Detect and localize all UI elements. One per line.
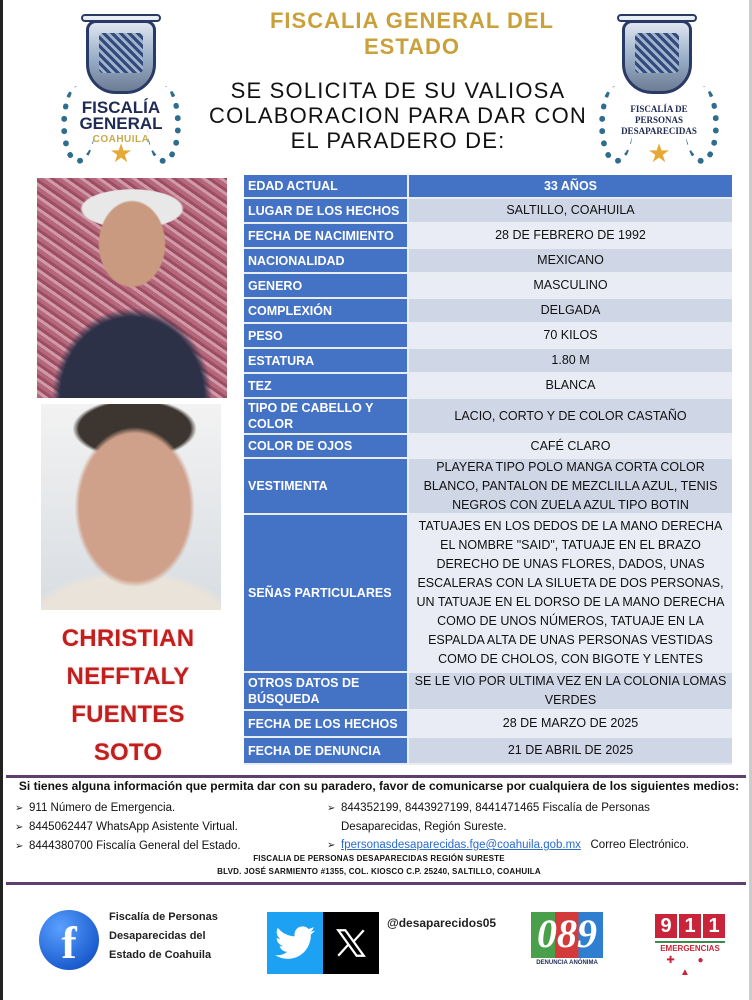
- name-line: SOTO: [93, 739, 163, 766]
- row-value: 28 DE FEBRERO DE 1992: [409, 224, 732, 247]
- contact-list-right: [327, 799, 747, 855]
- agency-title: FISCALIA GENERAL DEL ESTADO: [269, 8, 554, 59]
- footer-social: [3, 892, 752, 1000]
- star-icon: ★: [109, 138, 133, 168]
- row-value: LACIO, CORTO Y DE COLOR CASTAÑO: [409, 399, 732, 433]
- row-value: PLAYERA TIPO POLO MANGA CORTA COLOR BLANCO, PANTALON DE MEZCLILLA AZUL, TENIS NEGROS CON ZUELA AZUL TIPO BOTIN: [409, 459, 732, 513]
- table-row: [244, 738, 732, 765]
- table-row: [244, 673, 732, 711]
- emergency-symbols-icon: ✚ ● ▲: [666, 955, 714, 978]
- facebook-icon[interactable]: f: [39, 910, 99, 970]
- row-value: MASCULINO: [409, 274, 732, 297]
- name-line: FUENTES: [71, 701, 185, 728]
- row-label: NACIONALIDAD: [244, 249, 409, 272]
- emergencias-911-logo: 9 1 1 EMERGENCIAS ✚ ● ▲: [655, 914, 725, 970]
- fiscalia-general-logo: [51, 14, 191, 174]
- row-label: TIPO DE CABELLO Y COLOR: [244, 399, 409, 433]
- row-label: VESTIMENTA: [244, 459, 409, 513]
- contact-item: ➢ 8444380700 Fiscalía General del Estado.: [15, 837, 335, 856]
- laurel-wreath-icon: [59, 86, 183, 166]
- table-row: [244, 459, 732, 515]
- contact-section: [3, 779, 752, 876]
- row-label: OTROS DATOS DE BÚSQUEDA: [244, 673, 409, 709]
- arrow-bullet-icon: ➢: [327, 840, 336, 851]
- table-row: [244, 175, 732, 199]
- row-label: LUGAR DE LOS HECHOS: [244, 199, 409, 222]
- arrow-bullet-icon: ➢: [15, 803, 24, 814]
- denuncia-089-logo: 089 DENUNCIA ANÓNIMA: [531, 912, 603, 968]
- logo-right-line3: DESAPARECIDAS: [621, 126, 697, 136]
- row-value: MEXICANO: [409, 249, 732, 272]
- row-value: TATUAJES EN LOS DEDOS DE LA MANO DERECHA EL NOMBRE "SAID", TATUAJE EN EL BRAZO DERECHO DE UNAS FLORES, DADOS, UNAS ESCALERAS CON LA SILUETA DE DOS PERSONAS, UN TATUAJE EN EL DORSO DE LA MANO DERECHA COMO DE UNOS NÚMEROS, TATUAJE EN LA ESPALDA ALTA DE UNAS PERSONAS VESTIDAS COMO DE CHOLOS, CON BIGOTE Y LENTES: [409, 515, 732, 671]
- row-label: FECHA DE NACIMIENTO: [244, 224, 409, 247]
- row-value: 28 DE MARZO DE 2025: [409, 711, 732, 736]
- person-name: [23, 620, 233, 772]
- table-row: [244, 324, 732, 349]
- contact-item: ➢ 911 Número de Emergencia.: [15, 799, 335, 818]
- row-label: ESTATURA: [244, 349, 409, 372]
- section-divider: [6, 882, 746, 885]
- row-value: 70 KILOS: [409, 324, 732, 347]
- logo-right-line1: FISCALÍA DE: [630, 104, 688, 114]
- contact-item: ➢ 8445062447 WhatsApp Asistente Virtual.: [15, 818, 335, 837]
- name-line: CHRISTIAN: [61, 625, 195, 652]
- table-row: [244, 199, 732, 224]
- row-value: CAFÉ CLARO: [409, 435, 732, 457]
- table-row: [244, 249, 732, 274]
- x-logo-icon[interactable]: [323, 912, 379, 974]
- fiscalia-desaparecidos-logo: [597, 14, 717, 174]
- table-row: [244, 224, 732, 249]
- table-row: [244, 274, 732, 299]
- table-row: [244, 435, 732, 459]
- row-label: SEÑAS PARTICULARES: [244, 515, 409, 671]
- row-label: TEZ: [244, 374, 409, 397]
- table-row: [244, 349, 732, 374]
- person-photo-cap: [37, 178, 227, 398]
- details-table: [244, 175, 732, 765]
- row-value: SE LE VIO POR ULTIMA VEZ EN LA COLONIA LOMAS VERDES: [409, 673, 732, 709]
- office-address: BLVD. JOSÉ SARMIENTO #1355, COL. KIOSCO C.P. 25240, SALTILLO, COAHUILA: [217, 867, 541, 876]
- row-label: GENERO: [244, 274, 409, 297]
- row-value: BLANCA: [409, 374, 732, 397]
- row-label: COLOR DE OJOS: [244, 435, 409, 457]
- logo-left-line1: FISCALÍA: [81, 98, 161, 117]
- person-photo-portrait: [41, 404, 221, 610]
- table-row: [244, 399, 732, 435]
- arrow-bullet-icon: ➢: [15, 841, 24, 852]
- row-value: DELGADA: [409, 299, 732, 322]
- contact-item: ➢ 844352199, 8443927199, 8441471465 Fiscalía de Personas: [327, 799, 747, 818]
- contact-item-cont: Desaparecidas, Región Sureste.: [341, 821, 507, 833]
- logo-right-line2: PERSONAS: [634, 115, 683, 125]
- arrow-bullet-icon: ➢: [15, 822, 24, 833]
- table-row: [244, 711, 732, 738]
- table-row: [244, 374, 732, 399]
- contact-list-left: [15, 799, 335, 856]
- coahuila-crest-icon: [86, 20, 156, 94]
- name-line: NEFFTALY: [66, 663, 190, 690]
- facebook-page-name: Fiscalía de Personas Desaparecidas del Estado de Coahuila: [109, 911, 218, 961]
- row-value: 33 AÑOS: [409, 175, 732, 197]
- row-value: 21 DE ABRIL DE 2025: [409, 738, 732, 763]
- twitter-handle[interactable]: @desaparecidos05: [387, 916, 497, 930]
- twitter-icon[interactable]: [267, 912, 323, 974]
- row-label: FECHA DE DENUNCIA: [244, 738, 409, 763]
- logo-left-line3: COAHUILA: [92, 134, 150, 145]
- email-link[interactable]: fpersonasdesaparecidas.fge@coahuila.gob.mx: [341, 839, 581, 851]
- table-row: [244, 299, 732, 324]
- row-label: EDAD ACTUAL: [244, 175, 409, 197]
- contact-item: ➢ fpersonasdesaparecidas.fge@coahuila.gob.mx Correo Electrónico.: [327, 836, 747, 855]
- star-icon: ★: [647, 138, 671, 168]
- request-heading: SE SOLICITA DE SU VALIOSA COLABORACION PARA DAR CON EL PARADERO DE:: [209, 78, 587, 153]
- arrow-bullet-icon: ➢: [327, 803, 336, 814]
- laurel-wreath-icon: [597, 86, 721, 166]
- row-label: COMPLEXIÓN: [244, 299, 409, 322]
- office-name: FISCALIA DE PERSONAS DESAPARECIDAS REGIÓN SURESTE: [253, 854, 505, 863]
- contact-intro: Si tienes alguna información que permita dar con su paradero, favor de comunicarse por cualquiera de los siguientes medios:: [18, 779, 740, 793]
- coahuila-crest-icon: [622, 20, 692, 94]
- row-label: FECHA DE LOS HECHOS: [244, 711, 409, 736]
- row-label: PESO: [244, 324, 409, 347]
- row-value: SALTILLO, COAHUILA: [409, 199, 732, 222]
- logo-left-line2: GENERAL: [79, 114, 163, 133]
- table-row: [244, 515, 732, 673]
- section-divider: [6, 775, 746, 778]
- row-value: 1.80 M: [409, 349, 732, 372]
